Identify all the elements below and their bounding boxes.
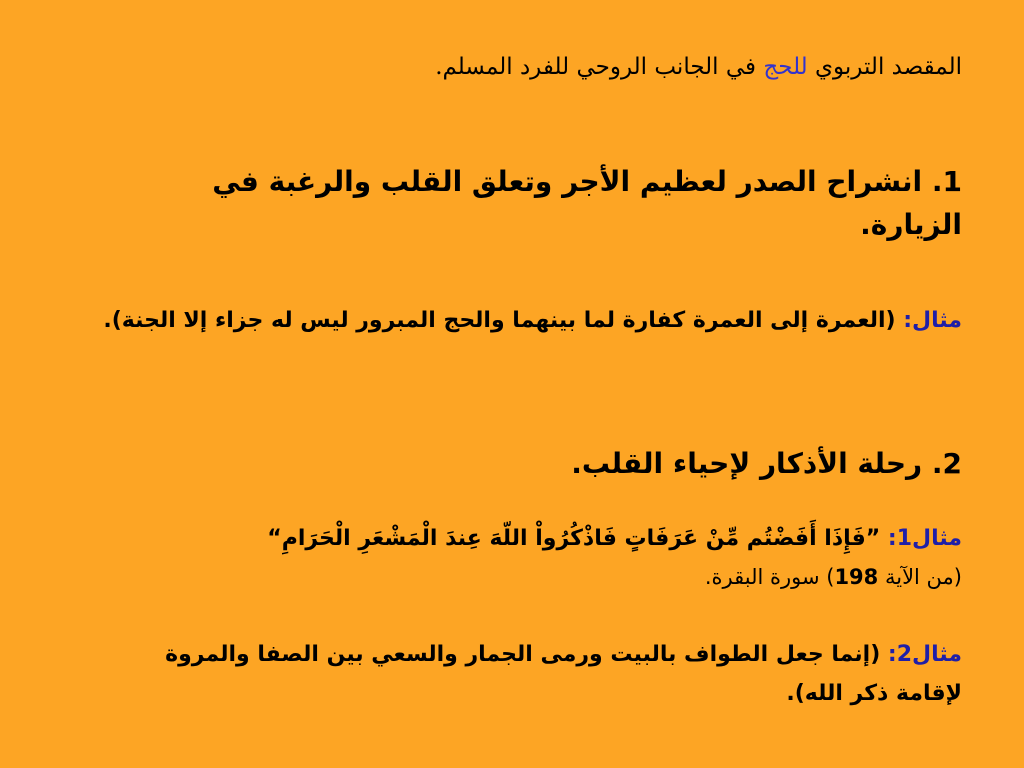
example-2-label: مثال1: [887, 526, 962, 551]
example-2-verse-number: 198 [834, 564, 879, 589]
point-2: 2. رحلة الأذكار لإحياء القلب. [571, 447, 962, 480]
example-3-label: مثال2: [887, 642, 962, 667]
slide-title [280, 52, 962, 83]
example-3 [120, 636, 962, 713]
title-text-end: في الجانب الروحي للفرد المسلم. [435, 54, 757, 80]
example-2-source [60, 559, 962, 596]
title-highlight-hajj: للحج [763, 54, 808, 80]
title-text-start: المقصد التربوي [815, 54, 962, 80]
example-1 [100, 302, 962, 341]
example-3-text: (إنما جعل الطواف بالبيت ورمى الجمار والسعي بين الصفا والمروة لإقامة ذكر الله). [165, 642, 962, 706]
example-2-quote: ”فَإِذَا أَفَضْتُم مِّنْ عَرَفَاتٍ فَاذْكُرُواْ اللّهَ عِندَ الْمَشْعَرِ الْحَرَامِ“ [267, 526, 881, 551]
point-1: 1. انشراح الصدر لعظيم الأجر وتعلق القلب والرغبة في الزيارة. [212, 165, 962, 242]
example-2 [60, 520, 962, 595]
example-1-label: مثال: [903, 308, 962, 333]
example-1-text: (العمرة إلى العمرة كفارة لما بينهما والحج المبرور ليس له جزاء إلا الجنة). [103, 308, 896, 333]
example-2-source-pre: (من الآية [884, 564, 962, 589]
example-2-source-post: ) سورة البقرة. [704, 564, 835, 589]
